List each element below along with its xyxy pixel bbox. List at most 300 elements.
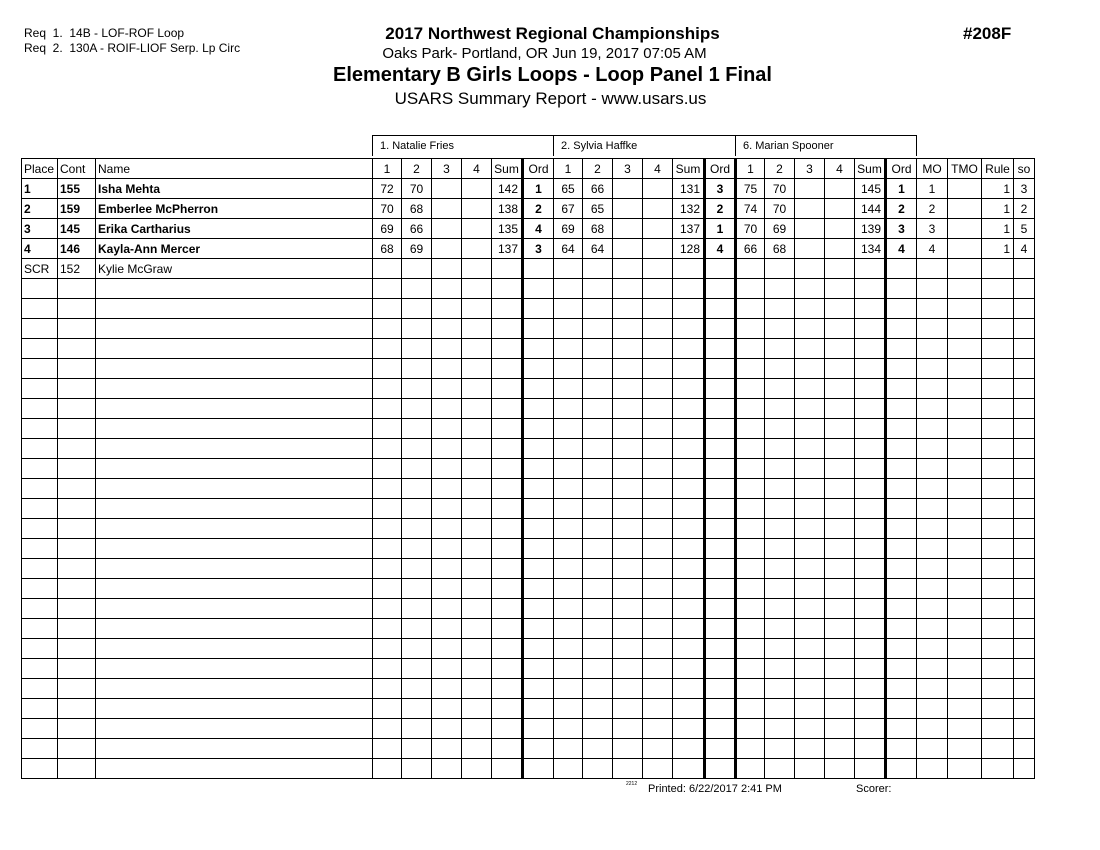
empty-cell [523,639,554,659]
empty-cell [643,559,673,579]
empty-cell [402,439,432,459]
empty-cell [982,459,1014,479]
empty-cell [492,519,523,539]
empty-cell [373,659,402,679]
empty-cell [948,339,982,359]
empty-cell [402,499,432,519]
name-cell: Kayla-Ann Mercer [96,239,373,259]
empty-cell [795,759,825,779]
empty-cell [673,639,705,659]
empty-cell [886,359,917,379]
empty-cell [402,699,432,719]
empty-cell [22,339,58,359]
empty-cell [765,319,795,339]
mo-cell: 4 [917,239,948,259]
empty-cell [462,359,492,379]
judge-2-score-1: 67 [554,199,583,219]
empty-cell [795,599,825,619]
empty-cell [432,559,462,579]
empty-cell [583,499,613,519]
empty-cell [982,299,1014,319]
empty-cell [432,459,462,479]
empty-cell [736,339,765,359]
empty-cell [855,359,886,379]
mo-cell [917,259,948,279]
empty-cell [583,699,613,719]
empty-cell [1014,279,1035,299]
empty-cell [765,359,795,379]
empty-cell [432,659,462,679]
empty-cell [402,379,432,399]
empty-cell [795,579,825,599]
empty-cell [432,579,462,599]
empty-cell [462,399,492,419]
empty-cell [1014,659,1035,679]
empty-cell [583,539,613,559]
empty-cell [373,359,402,379]
empty-cell [96,559,373,579]
judge-3-score-3 [795,199,825,219]
empty-cell [432,719,462,739]
empty-cell [432,279,462,299]
empty-cell [673,759,705,779]
empty-cell [736,599,765,619]
judge-1-ord: 2 [523,199,554,219]
judge-2-ord: 3 [705,179,736,199]
empty-cell [96,579,373,599]
empty-cell [736,479,765,499]
empty-cell [643,519,673,539]
judge-1-score-4 [462,179,492,199]
empty-cell [22,359,58,379]
empty-cell [58,399,96,419]
empty-cell [1014,719,1035,739]
empty-cell [613,739,643,759]
empty-cell [462,619,492,639]
mo-cell: 1 [917,179,948,199]
empty-cell [554,359,583,379]
empty-cell [22,279,58,299]
empty-cell [673,559,705,579]
mo-cell: 2 [917,199,948,219]
empty-cell [554,339,583,359]
empty-cell [492,319,523,339]
empty-cell [96,319,373,339]
judge-3-score-4 [825,179,855,199]
empty-cell [673,619,705,639]
table-row-empty [22,459,1035,479]
cont-cell: 146 [58,239,96,259]
empty-cell [948,359,982,379]
empty-cell [22,659,58,679]
empty-cell [795,359,825,379]
empty-cell [492,459,523,479]
judge-1-sum: 138 [492,199,523,219]
empty-cell [22,499,58,519]
empty-cell [886,479,917,499]
empty-cell [982,759,1014,779]
judge-2-score-1: 64 [554,239,583,259]
empty-cell [825,479,855,499]
empty-cell [22,699,58,719]
table-row-empty [22,639,1035,659]
empty-cell [917,519,948,539]
empty-cell [948,459,982,479]
empty-cell [432,639,462,659]
empty-cell [736,639,765,659]
empty-cell [795,299,825,319]
empty-cell [736,539,765,559]
empty-cell [948,739,982,759]
empty-cell [432,399,462,419]
empty-cell [982,539,1014,559]
table-row-empty [22,759,1035,779]
judge-3-score-1: 74 [736,199,765,219]
empty-cell [432,419,462,439]
judge-3-ord: 3 [886,219,917,239]
empty-cell [705,359,736,379]
empty-cell [886,579,917,599]
empty-cell [1014,759,1035,779]
empty-cell [554,559,583,579]
so-cell [1014,259,1035,279]
table-row-empty [22,699,1035,719]
event-title: Elementary B Girls Loops - Loop Panel 1 Final [333,64,772,86]
empty-cell [705,719,736,739]
empty-cell [705,299,736,319]
empty-cell [373,379,402,399]
empty-cell [825,539,855,559]
empty-cell [705,379,736,399]
empty-cell [373,459,402,479]
empty-cell [492,419,523,439]
judge-3-sum: 139 [855,219,886,239]
rule-cell: 1 [982,199,1014,219]
empty-cell [765,479,795,499]
empty-cell [462,339,492,359]
empty-cell [373,479,402,499]
empty-cell [673,439,705,459]
requirement-2: Req 2. 130A - ROIF-LIOF Serp. Lp Circ [24,41,241,55]
empty-cell [523,699,554,719]
empty-cell [643,419,673,439]
empty-cell [825,679,855,699]
judge-1-score-2: 70 [402,179,432,199]
empty-cell [795,619,825,639]
report-title: USARS Summary Report - www.usars.us [394,89,707,108]
empty-cell [58,599,96,619]
empty-cell [96,759,373,779]
empty-cell [22,719,58,739]
empty-cell [825,659,855,679]
judge-1-score-1: 68 [373,239,402,259]
empty-cell [492,399,523,419]
empty-cell [96,379,373,399]
empty-cell [917,619,948,639]
table-row-empty [22,519,1035,539]
empty-cell [855,499,886,519]
empty-cell [432,359,462,379]
judge-1-score-1 [373,259,402,279]
empty-cell [855,579,886,599]
empty-cell [643,599,673,619]
empty-cell [554,479,583,499]
empty-cell [96,459,373,479]
empty-cell [432,539,462,559]
empty-cell [825,399,855,419]
col-j3-sum: Sum [855,159,886,179]
empty-cell [523,459,554,479]
empty-cell [765,439,795,459]
judge-3-score-3 [795,179,825,199]
empty-cell [523,299,554,319]
empty-cell [58,699,96,719]
empty-cell [948,699,982,719]
empty-cell [825,599,855,619]
empty-cell [22,559,58,579]
judge-2-score-3 [613,179,643,199]
empty-cell [886,719,917,739]
empty-cell [462,739,492,759]
empty-cell [583,599,613,619]
empty-cell [643,759,673,779]
empty-cell [886,419,917,439]
empty-cell [765,299,795,319]
empty-cell [765,639,795,659]
empty-cell [613,679,643,699]
empty-cell [855,639,886,659]
empty-cell [643,679,673,699]
judge-3-score-1: 75 [736,179,765,199]
empty-cell [583,419,613,439]
rule-cell [982,259,1014,279]
empty-cell [825,619,855,639]
empty-cell [613,379,643,399]
empty-cell [462,519,492,539]
table-row-empty [22,479,1035,499]
empty-cell [643,539,673,559]
empty-cell [462,319,492,339]
empty-cell [58,439,96,459]
name-cell: Kylie McGraw [96,259,373,279]
table-row-empty [22,279,1035,299]
empty-cell [373,739,402,759]
empty-cell [855,339,886,359]
empty-cell [492,339,523,359]
empty-cell [96,399,373,419]
empty-cell [643,339,673,359]
empty-cell [523,379,554,399]
empty-cell [583,339,613,359]
empty-cell [373,639,402,659]
empty-cell [736,439,765,459]
judge-1-score-1: 69 [373,219,402,239]
empty-cell [373,339,402,359]
empty-cell [613,299,643,319]
table-row [22,239,1035,259]
empty-cell [613,759,643,779]
empty-cell [523,519,554,539]
judge-1-name: 1. Natalie Fries [373,136,554,157]
table-row-empty [22,719,1035,739]
empty-cell [948,279,982,299]
empty-cell [1014,299,1035,319]
empty-cell [855,759,886,779]
table-row [22,199,1035,219]
empty-cell [917,359,948,379]
empty-cell [736,319,765,339]
empty-cell [795,459,825,479]
empty-cell [855,659,886,679]
empty-cell [554,719,583,739]
empty-cell [705,639,736,659]
empty-cell [1014,419,1035,439]
location-date: Oaks Park- Portland, OR Jun 19, 2017 07:05 AM [382,45,707,62]
judge-3-name: 6. Marian Spooner [736,136,917,157]
empty-cell [855,279,886,299]
so-cell: 2 [1014,199,1035,219]
empty-cell [58,379,96,399]
empty-cell [402,299,432,319]
empty-cell [825,559,855,579]
empty-cell [432,299,462,319]
empty-cell [705,599,736,619]
empty-cell [948,499,982,519]
empty-cell [554,619,583,639]
judge-1-ord: 1 [523,179,554,199]
empty-cell [1014,399,1035,419]
empty-cell [583,479,613,499]
judge-1-sum: 137 [492,239,523,259]
empty-cell [886,599,917,619]
empty-cell [825,519,855,539]
empty-cell [1014,619,1035,639]
empty-cell [492,379,523,399]
empty-cell [673,459,705,479]
empty-cell [855,739,886,759]
empty-cell [492,719,523,739]
judge-3-score-2: 70 [765,179,795,199]
judge-1-score-2 [402,259,432,279]
col-j1-3: 3 [432,159,462,179]
empty-cell [855,539,886,559]
empty-cell [643,719,673,739]
empty-cell [462,659,492,679]
empty-cell [402,619,432,639]
empty-cell [643,359,673,379]
empty-cell [855,439,886,459]
empty-cell [917,439,948,459]
col-j2-2: 2 [583,159,613,179]
empty-cell [402,579,432,599]
table-row [22,179,1035,199]
table-header-row [22,159,1035,179]
col-j1-4: 4 [462,159,492,179]
empty-cell [886,519,917,539]
judge-2-score-1 [554,259,583,279]
empty-cell [643,639,673,659]
empty-cell [96,619,373,639]
empty-cell [982,379,1014,399]
empty-cell [613,399,643,419]
so-cell: 5 [1014,219,1035,239]
empty-cell [948,599,982,619]
empty-cell [643,299,673,319]
empty-cell [982,519,1014,539]
empty-cell [22,379,58,399]
empty-cell [736,699,765,719]
place-cell: 2 [22,199,58,219]
judge-2-score-3 [613,219,643,239]
judge-3-score-2: 68 [765,239,795,259]
name-cell: Isha Mehta [96,179,373,199]
empty-cell [917,299,948,319]
empty-cell [58,459,96,479]
empty-cell [554,299,583,319]
empty-cell [948,519,982,539]
judge-2-sum: 137 [673,219,705,239]
empty-cell [855,319,886,339]
table-row-empty [22,579,1035,599]
empty-cell [58,339,96,359]
col-so: so [1014,159,1035,179]
empty-cell [825,299,855,319]
rule-cell: 1 [982,239,1014,259]
empty-cell [402,419,432,439]
empty-cell [432,619,462,639]
judge-3-ord: 1 [886,179,917,199]
tmo-cell [948,239,982,259]
empty-cell [96,519,373,539]
judge-2-name: 2. Sylvia Haffke [554,136,736,157]
judge-3-score-2: 70 [765,199,795,219]
report-code: 2212 [626,781,638,787]
judge-2-score-2: 64 [583,239,613,259]
empty-cell [22,579,58,599]
empty-cell [982,559,1014,579]
empty-cell [705,539,736,559]
event-number: #208F [963,24,1012,43]
empty-cell [855,619,886,639]
empty-cell [705,699,736,719]
empty-cell [462,419,492,439]
empty-cell [948,379,982,399]
empty-cell [795,419,825,439]
empty-cell [462,759,492,779]
table-row-empty [22,419,1035,439]
empty-cell [948,439,982,459]
empty-cell [613,339,643,359]
empty-cell [825,339,855,359]
empty-cell [736,379,765,399]
empty-cell [982,279,1014,299]
empty-cell [673,579,705,599]
empty-cell [886,679,917,699]
empty-cell [583,759,613,779]
col-j3-1: 1 [736,159,765,179]
empty-cell [613,459,643,479]
empty-cell [402,279,432,299]
empty-cell [373,679,402,699]
empty-cell [96,699,373,719]
empty-cell [855,419,886,439]
empty-cell [855,559,886,579]
empty-cell [523,319,554,339]
empty-cell [462,599,492,619]
empty-cell [736,659,765,679]
empty-cell [523,419,554,439]
empty-cell [58,639,96,659]
